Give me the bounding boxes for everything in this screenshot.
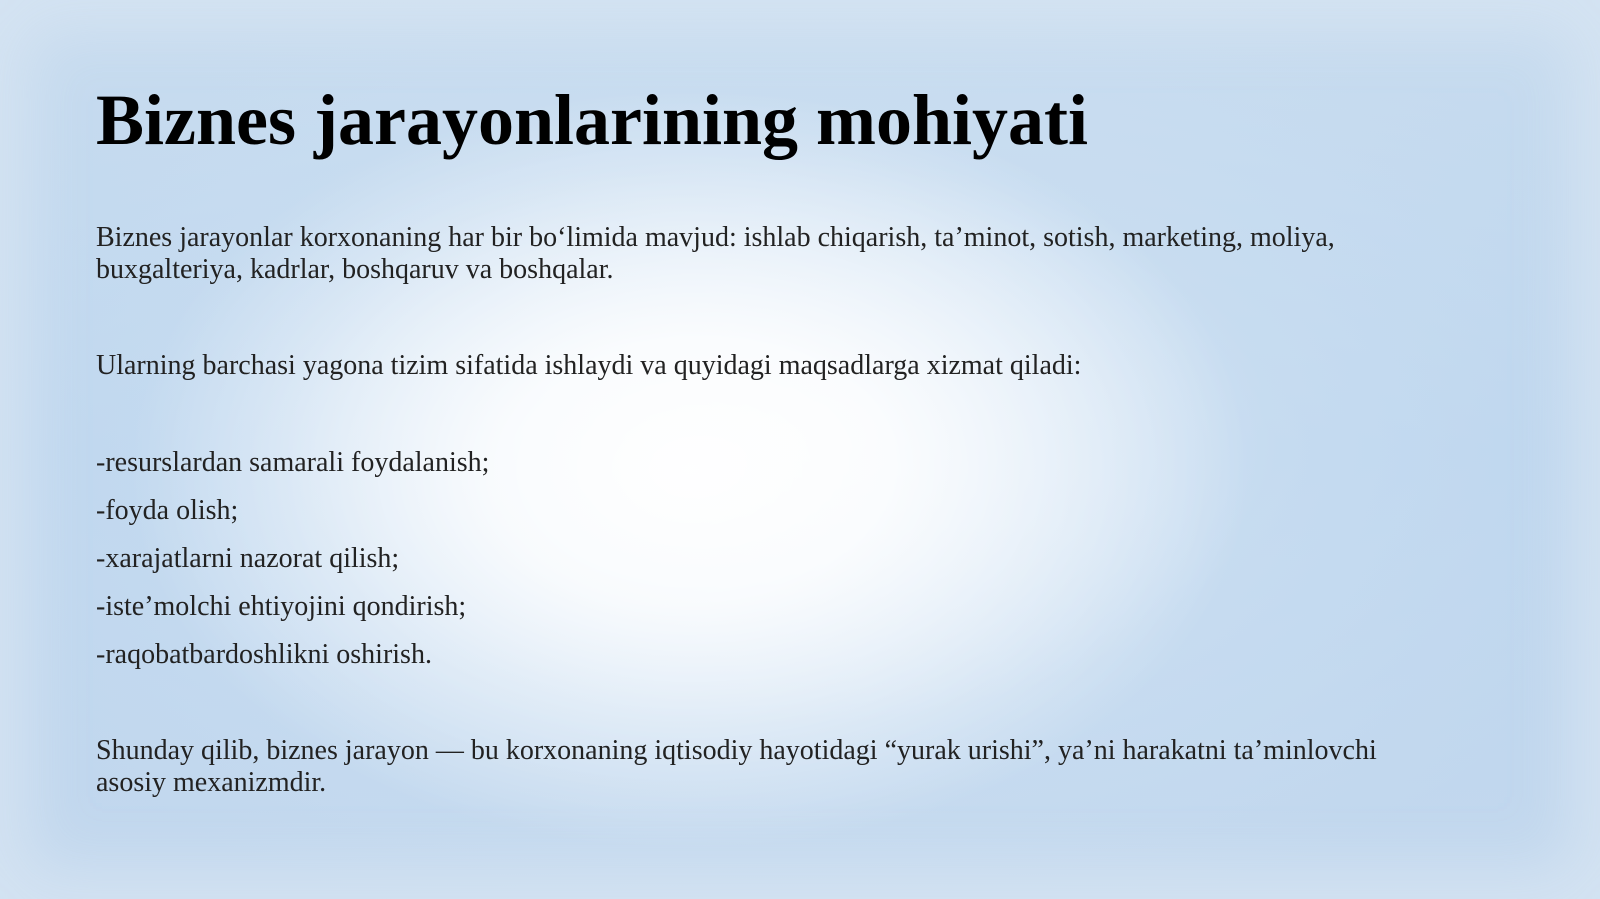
list-item: -xarajatlarni nazorat qilish; — [96, 543, 400, 574]
goals-list — [96, 447, 1436, 671]
list-item: -iste’molchi ehtiyojini qondirish; — [96, 591, 467, 622]
list-item: -raqobatbardoshlikni oshirish. — [96, 639, 432, 670]
intro-paragraph: Biznes jarayonlar korxonaning har bir bo‘limida mavjud: ishlab chiqarish, ta’minot, sotish, marketing, moliya, buxgalteriya, kadrlar, boshqaruv va boshqalar. — [96, 222, 1335, 285]
list-item: -foyda olish; — [96, 495, 239, 526]
lead-paragraph: Ularning barchasi yagona tizim sifatida ishlaydi va quyidagi maqsadlarga xizmat qiladi: — [96, 350, 1082, 381]
slide-body — [96, 222, 1436, 799]
list-item: -resurslardan samarali foydalanish; — [96, 447, 490, 478]
slide-title: Biznes jarayonlarining mohiyati — [96, 80, 1089, 160]
conclusion-paragraph: Shunday qilib, biznes jarayon — bu korxonaning iqtisodiy hayotidagi “yurak urishi”, ya’ni harakatni ta’minlovchi asosiy mexanizmdir. — [96, 735, 1377, 798]
